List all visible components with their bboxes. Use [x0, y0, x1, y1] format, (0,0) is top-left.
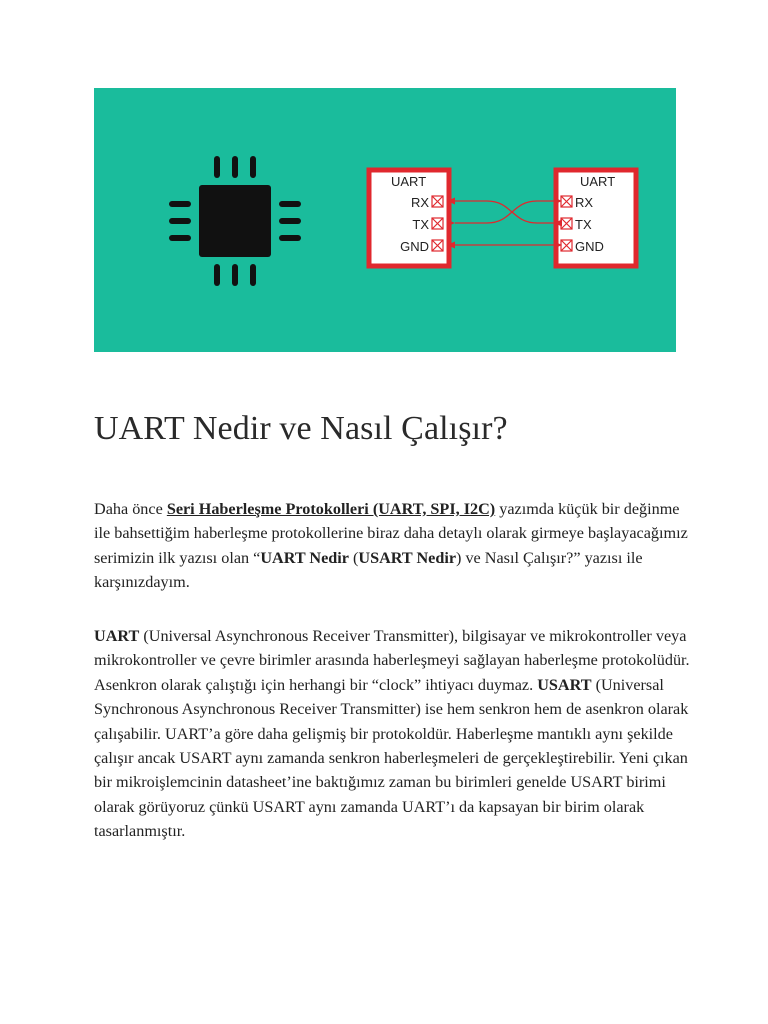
- article-title: UART Nedir ve Nasıl Çalışır?: [94, 410, 508, 447]
- def-bold-usart: USART: [537, 675, 592, 694]
- right-pin-gnd-label: GND: [575, 239, 604, 254]
- left-pin-rx-label: RX: [410, 195, 429, 210]
- left-pin-gnd-label: GND: [400, 239, 429, 254]
- intro-text-4: ) ve Nasıl Çalışır?” yazısı ile karşınızdayım.: [94, 548, 643, 592]
- right-pin-rx-label: RX: [575, 195, 594, 210]
- right-module-title: UART: [580, 174, 616, 189]
- serial-protocols-link[interactable]: Seri Haberleşme Protokolleri (UART, SPI, I2C): [166, 500, 496, 518]
- right-uart-module: [556, 170, 636, 266]
- left-uart-module: [369, 170, 449, 266]
- definition-paragraph: [94, 624, 694, 844]
- right-pin-tx-label: TX: [575, 217, 592, 232]
- intro-paragraph: [94, 497, 694, 595]
- intro-bold-uart: UART Nedir: [260, 548, 349, 567]
- def-bold-uart: UART: [94, 627, 140, 645]
- left-pin-tx-label: TX: [412, 217, 429, 232]
- intro-text-2: yazımda küçük bir değinme ile bahsettiğim haberleşme protokollerine biraz daha detaylı olarak girmeye başlayacağımız serimizin ilk yazısı olan “: [94, 500, 688, 567]
- intro-text-1: Daha önce: [94, 500, 167, 518]
- def-text-2: (Universal Synchronous Asynchronous Receiver Transmitter) ise hem senkron hem de asenkron olarak çalışabilir. UART’a göre daha gelişmiş bir protokoldür. Haberleşme mantıklı aynı şekilde çalışır ancak USART aynı zamanda senkron haberleşmeleri de gerçekleştirebilir. Yeni çıkan bir mikroişlemcinin datasheet’ine baktığımız zaman bu birimleri genelde USART birimi olarak görüyoruz çünkü USART aynı zamanda UART’ı da kapsayan bir birim olarak tasarlanmıştır.: [94, 675, 689, 841]
- def-text-1: (Universal Asynchronous Receiver Transmitter), bilgisayar ve mikrokontroller veya mikrokontroller ve çevre birimler arasında haberleşmeyi sağlayan haberleşme protokolüdür. Asenkron olarak çalıştığı için herhangi bir “clock” ihtiyacı duymaz.: [94, 627, 690, 694]
- uart-diagram: [94, 88, 676, 352]
- uart-diagram-image: [94, 88, 676, 352]
- left-module-title: UART: [391, 174, 427, 189]
- intro-text-3: (: [348, 548, 359, 567]
- intro-bold-usart: USART Nedir: [358, 548, 457, 567]
